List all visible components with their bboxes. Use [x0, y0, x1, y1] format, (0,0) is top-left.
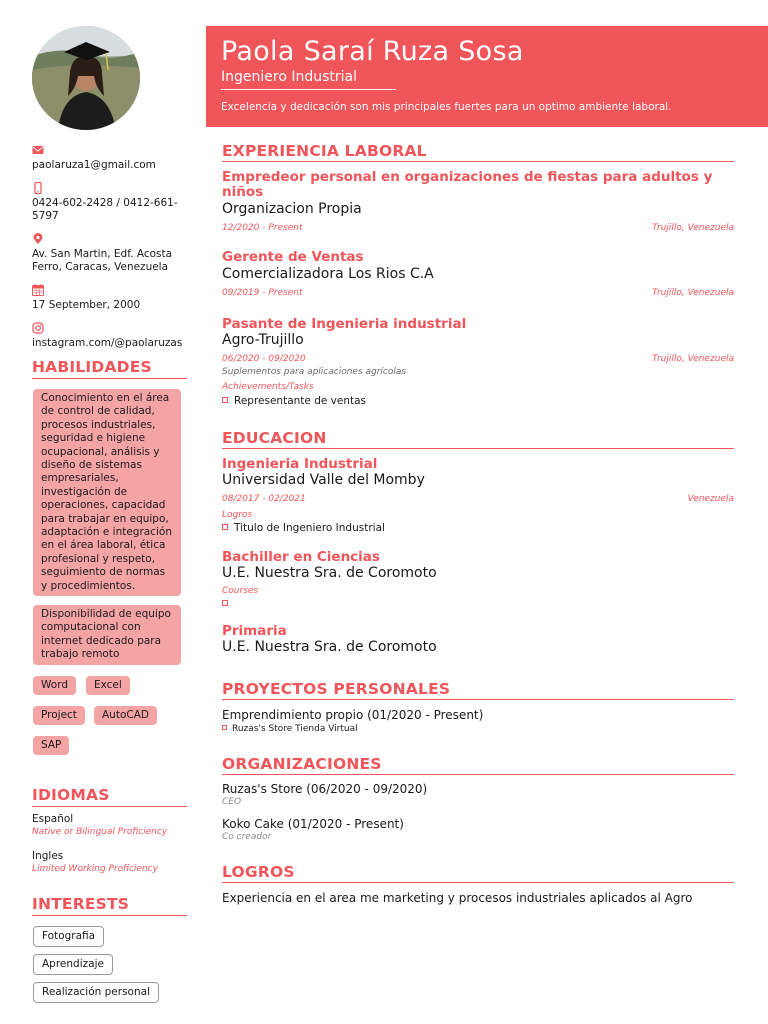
interests-heading: INTERESTS — [32, 895, 187, 916]
bullet-square-icon — [222, 725, 227, 730]
skill-tag-project: Project — [33, 706, 85, 725]
job-title: Ingeniero Industrial — [221, 69, 396, 90]
bullet-square-icon — [222, 524, 228, 530]
education-heading: EDUCACION — [222, 429, 734, 449]
bullet-text: Titulo de Ingeniero Industrial — [234, 522, 385, 534]
entry-title: Ingenieria Industrial — [222, 456, 378, 472]
interest-tag: Fotografia — [33, 926, 104, 947]
bullet-text: Ruzas's Store Tienda Virtual — [232, 724, 358, 734]
project-title: Emprendimiento propio (01/2020 - Present) — [222, 708, 484, 722]
achievements-heading: LOGROS — [222, 863, 734, 883]
birthdate-text: 17 September, 2000 — [32, 299, 141, 311]
entry-sublabel: Logros — [222, 510, 253, 520]
calendar-icon — [32, 284, 44, 296]
language-name: Ingles — [32, 850, 64, 862]
organization-title: Ruzas's Store (06/2020 - 09/2020) — [222, 782, 428, 796]
sidebar — [0, 0, 206, 1024]
entry-location: Trujillo, Venezuela — [652, 354, 734, 364]
projects-heading: PROYECTOS PERSONALES — [222, 680, 734, 700]
profile-photo — [32, 26, 140, 130]
entry-title: Pasante de Ingenieria industrial — [222, 316, 467, 332]
bullet-item — [222, 598, 234, 610]
bullet-item — [222, 724, 358, 734]
organization-role: Co creador — [222, 832, 272, 842]
phone-text: 0424-602-2428 / 0412-661-5797 — [32, 197, 178, 222]
entry-date: 12/2020 - Present — [222, 223, 303, 233]
header-banner — [206, 26, 768, 127]
entry-org: U.E. Nuestra Sra. de Coromoto — [222, 565, 437, 581]
contact-list — [32, 144, 192, 358]
skill-tag-autocad: AutoCAD — [94, 706, 157, 725]
entry-title: Primaria — [222, 623, 287, 639]
contact-instagram — [32, 322, 192, 350]
entry-org: U.E. Nuestra Sra. de Coromoto — [222, 639, 437, 655]
entry-date: 06/2020 - 09/2020 — [222, 354, 306, 364]
location-pin-icon — [32, 233, 44, 245]
address-text: Av. San Martin, Edf. Acosta Ferro, Caracas, Venezuela — [32, 248, 173, 273]
entry-sublabel: Achievements/Tasks — [222, 382, 314, 392]
entry-title: Gerente de Ventas — [222, 249, 364, 265]
entry-title: Empredeor personal en organizaciones de fiestas para adultos y niños — [222, 169, 713, 200]
full-name: Paola Saraí Ruza Sosa — [221, 36, 524, 67]
entry-org: Universidad Valle del Momby — [222, 472, 425, 488]
envelope-icon — [32, 144, 44, 156]
contact-email — [32, 144, 192, 172]
achievement-text: Experiencia en el area me marketing y procesos industriales aplicados al Agro — [222, 891, 693, 905]
entry-org: Agro-Trujillo — [222, 332, 304, 348]
organization-title: Koko Cake (01/2020 - Present) — [222, 817, 404, 831]
organizations-heading: ORGANIZACIONES — [222, 755, 734, 775]
languages-heading: IDIOMAS — [32, 786, 187, 807]
phone-icon — [32, 182, 44, 194]
language-level: Limited Working Proficiency — [32, 864, 158, 874]
entry-location: Trujillo, Venezuela — [652, 288, 734, 298]
entry-title: Bachiller en Ciencias — [222, 549, 380, 565]
language-level: Native or Bilingual Proficiency — [32, 827, 168, 837]
contact-birthdate — [32, 284, 192, 312]
instagram-icon — [32, 322, 44, 334]
contact-phone — [32, 182, 192, 223]
skills-heading: HABILIDADES — [32, 358, 187, 379]
interest-tag: Aprendizaje — [33, 954, 113, 975]
interest-tag: Realización personal — [33, 982, 159, 1003]
bullet-item — [222, 522, 385, 534]
email-text[interactable]: paolaruza1@gmail.com — [32, 159, 156, 171]
organization-role: CEO — [222, 797, 242, 807]
entry-org: Comercializadora Los Rios C.A — [222, 266, 434, 282]
entry-description: Suplementos para aplicaciones agrícolas — [222, 367, 407, 377]
language-name: Español — [32, 813, 74, 825]
bullet-square-icon — [222, 397, 228, 403]
instagram-text[interactable]: instagram.com/@paolaruzas — [32, 337, 183, 349]
entry-location: Trujillo, Venezuela — [652, 223, 734, 233]
entry-org: Organizacion Propia — [222, 201, 362, 217]
bullet-item — [222, 395, 366, 407]
skill-tag-excel: Excel — [86, 676, 130, 695]
skill-block-knowledge: Conocimiento en el área de control de calidad, procesos industriales, seguridad e higiene ocupacional, análisis y diseño de sistemas empresariales, investigación de operaciones, capacidad para trabajar en equipo, adaptación e integración en el área laboral, ética profesional y respeto, seguimiento de normas y procedimientos. — [33, 389, 181, 596]
experience-heading: EXPERIENCIA LABORAL — [222, 142, 734, 162]
entry-date: 08/2017 - 02/2021 — [222, 494, 306, 504]
skill-block-equipment: Disponibilidad de equipo computacional con internet dedicado para trabajo remoto — [33, 605, 181, 665]
entry-sublabel: Courses — [222, 586, 259, 596]
entry-location: Venezuela — [687, 494, 734, 504]
skill-tag-sap: SAP — [33, 736, 69, 755]
main-content — [206, 0, 768, 1024]
summary-text: Excelencia y dedicación son mis principales fuertes para un optimo ambiente laboral. — [221, 101, 672, 113]
bullet-text: Representante de ventas — [234, 395, 367, 407]
entry-date: 09/2019 - Present — [222, 288, 303, 298]
skill-tag-word: Word — [33, 676, 76, 695]
contact-address — [32, 233, 192, 274]
bullet-square-icon — [222, 600, 228, 606]
